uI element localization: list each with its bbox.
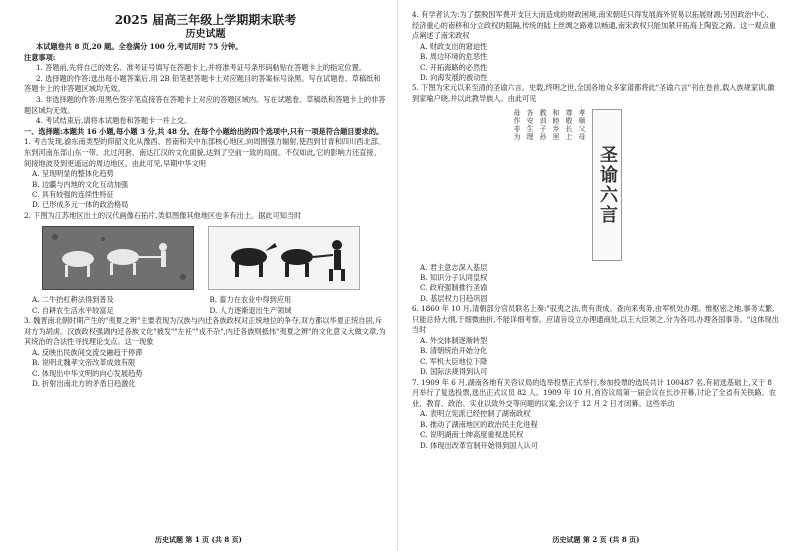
edict-col-3: 和睦乡里 (552, 108, 560, 141)
seal-stamp (592, 109, 622, 261)
q4-option-b: B. 周边环境的危恶性 (420, 52, 488, 62)
q2-option-c: C. 自耕农生活水平较富足 (32, 305, 114, 315)
q4-option-a: A. 财政支出的窘迫性 (420, 41, 488, 51)
section-heading: 一、选择题:本题共 16 小题,每小题 3 分,共 48 分。在每个小题给出的四个选项中,只有一项是符合题目要求的。 (24, 126, 384, 136)
q1-option-d: D. 已形成多元一体的政治格局 (32, 200, 129, 210)
q1-option-c: C. 具有较强的连续性特征 (32, 189, 114, 199)
note-4: 4. 考试结束后,请将本试题卷和答题卡一并上交。 (36, 116, 192, 126)
q2-option-a: A. 二牛抬杠耕法得到普及 (32, 295, 114, 305)
stone-rubbing-right (208, 226, 360, 290)
q5-option-c: C. 政府强制推行圣谕 (420, 283, 488, 293)
q3-option-d: D. 折射出南北方的矛盾日趋激化 (32, 379, 136, 389)
q3-option-a: A. 反映出民族间交流交融趋于停滞 (32, 347, 143, 357)
q4-option-d: D. 向海发展的被动性 (420, 73, 488, 82)
q7-option-b: B. 推动了湖南地区的政治民主化进程 (420, 419, 538, 429)
q2-option-d: D. 人力逐渐退出生产领域 (209, 305, 292, 315)
edict-col-4: 教训子孙 (539, 108, 547, 141)
q4-option-c: C. 开拓海路的必然性 (420, 62, 488, 72)
q1-option-b: B. 边疆与内地的文化互动加强 (32, 179, 129, 189)
q3-option-c: C. 体现出中华文明的向心发展趋势 (32, 368, 143, 378)
q7-option-c: C. 说明湖南士绅高度重视选民权 (420, 430, 524, 440)
q6-option-b: B. 清朝统治开始分化 (420, 346, 488, 356)
question-5: 5. 下图为宋元以来至清的圣谕六言。史载,终明之世,全国各地众多家谱都将此"圣谕六言"刊在卷首,载入族规家训,徽到家喻户晓,并以此教导族人。由此可见 (412, 83, 775, 103)
right-page (397, 0, 794, 551)
question-1: 1. 考古发现,渝东南类型的仰韶文化从豫西、晋南和关中东部核心地区,向周围强力辐射,使西到甘青和四川西北部、东到河南东部山东一带、北过河套、南达江汉的文化面貌,达到了空前一致的局面。不仅如此,它的影响力还直接、间接地波及到更遥远的周边地区。由此可见,早期中华文明 (24, 137, 386, 168)
question-7: 7. 1909 年 6 月,湖南各地有关咨议局的选举投票正式举行,参加投票的选民共计 100487 名,有初选基础上,又于 8 月举行了复选投票,选出正式议员 82 人。1909 年 10 月,首咨议局第一届会议在长沙开幕,讨论了全省有关铁路、农业、教育、政治、实业以致外交等问题的议案,会议于 12 月 2 日才闭幕。这些举动 (412, 377, 776, 408)
edict-image (512, 109, 622, 259)
q6-option-d: D. 国际法规得到认可 (420, 367, 488, 377)
q6-option-a: A. 外交体制逐渐转型 (420, 336, 488, 345)
q6-option-c: C. 军机大臣地位下降 (420, 356, 488, 366)
edict-col-1: 孝顺父母 (578, 108, 586, 141)
exam-subtitle: 历史试题 (185, 29, 226, 40)
note-1: 1. 答题前,先将自己的姓名、准考证号填写在答题卡上,并将准考证号条形码粘贴在答题卡上的指定位置。 (36, 63, 366, 73)
exam-title: 2025 届高三年级上学期期末联考 (114, 13, 297, 27)
q2-option-b: B. 畜力在农业中得到应用 (209, 295, 292, 305)
rubbing-images (42, 226, 387, 290)
note-2: 2. 选择题的作答:选出每小题答案后,用 2B 铅笔把答题卡上对应题目的答案标号涂黑。写在试题卷、草稿纸和答题卡上的非答题区域均无效。 (24, 73, 381, 94)
seal-text: 圣谕六言 (597, 144, 618, 225)
q5-option-b: B. 知识分子认同皇权 (420, 273, 488, 282)
page-footer-2: 历史试题 第 2 页 (共 8 页) (552, 535, 640, 544)
question-3: 3. 魏晋南北朝时期产生的"夷夏之辨"主要表现为汉族与内迁各族政权对正统地位的争夺,双方都以华夏正统自居,斥对方为胡虏。汉族政权强调内迁各族文化"被发""左衽""戎不杂",内迁各族则抵伟"夷夏之辨"的文化意义大做文章,为其统治的合法性寻找理论支点。这一现象 (24, 316, 386, 347)
q1-option-a: A. 呈现明显的整体化趋势 (32, 169, 114, 179)
q7-option-d: D. 体现出改革官制开始得到国人认可 (420, 440, 538, 450)
edict-text (512, 109, 586, 259)
exam-meta: 本试题卷共 8 页,20 题。全卷满分 100 分,考试用时 75 分钟。 (36, 42, 243, 51)
note-3: 3. 非选择题的作答:用黑色签字笔直接答在答题卡上对应的答题区域内。写在试题卷、草稿纸和答题卡上的非答题区域均无效。 (24, 94, 386, 115)
q5-option-d: D. 基层权力日趋巩固 (420, 293, 488, 303)
q7-option-a: A. 表明立宪派已经控制了湖南政权 (420, 409, 531, 419)
q5-option-a: A. 君主意志深入基层 (420, 262, 488, 272)
notes-heading: 注意事项: (24, 52, 56, 62)
edict-col-5: 各安生理 (526, 108, 534, 141)
question-4: 4. 有学者认为:为了摆脱因军费开支巨大而造成的财政困境,南宋朝廷只得发展海外贸易以拓展财源;另因政治中心、经济重心的南移和分立政权的阻隔,传统的陆上丝绸之路难以畅通,南宋政权只能加紧开拓海上陶瓷之路。这一观点重点阐述了南宋政权 (412, 10, 776, 41)
stone-rubbing-left (42, 226, 194, 290)
question-6: 6. 1860 年 10 月,清朝部分官员联名上奏:"驭夷之法,贵有责成。查向来夷务,由军机处办理。惟枢密之地,事务太繁,只能总持大纲,于细微曲折,不能详细考察。应请旨设立办理通商处,以王大臣领之,分为各司,办理各国事务。"这体现出当时 (412, 304, 779, 335)
edict-col-2: 尊敬长上 (565, 108, 573, 141)
page-footer-1: 历史试题 第 1 页 (共 8 页) (155, 535, 242, 544)
q3-option-b: B. 说明北魏孝文帝改革成效有限 (32, 358, 136, 368)
edict-col-6: 毋作非为 (513, 108, 521, 141)
question-2: 2. 下图为江苏地区出土的汉代画像石拓片,类似图像其他地区也多有出土。据此可知当时 (24, 210, 302, 220)
